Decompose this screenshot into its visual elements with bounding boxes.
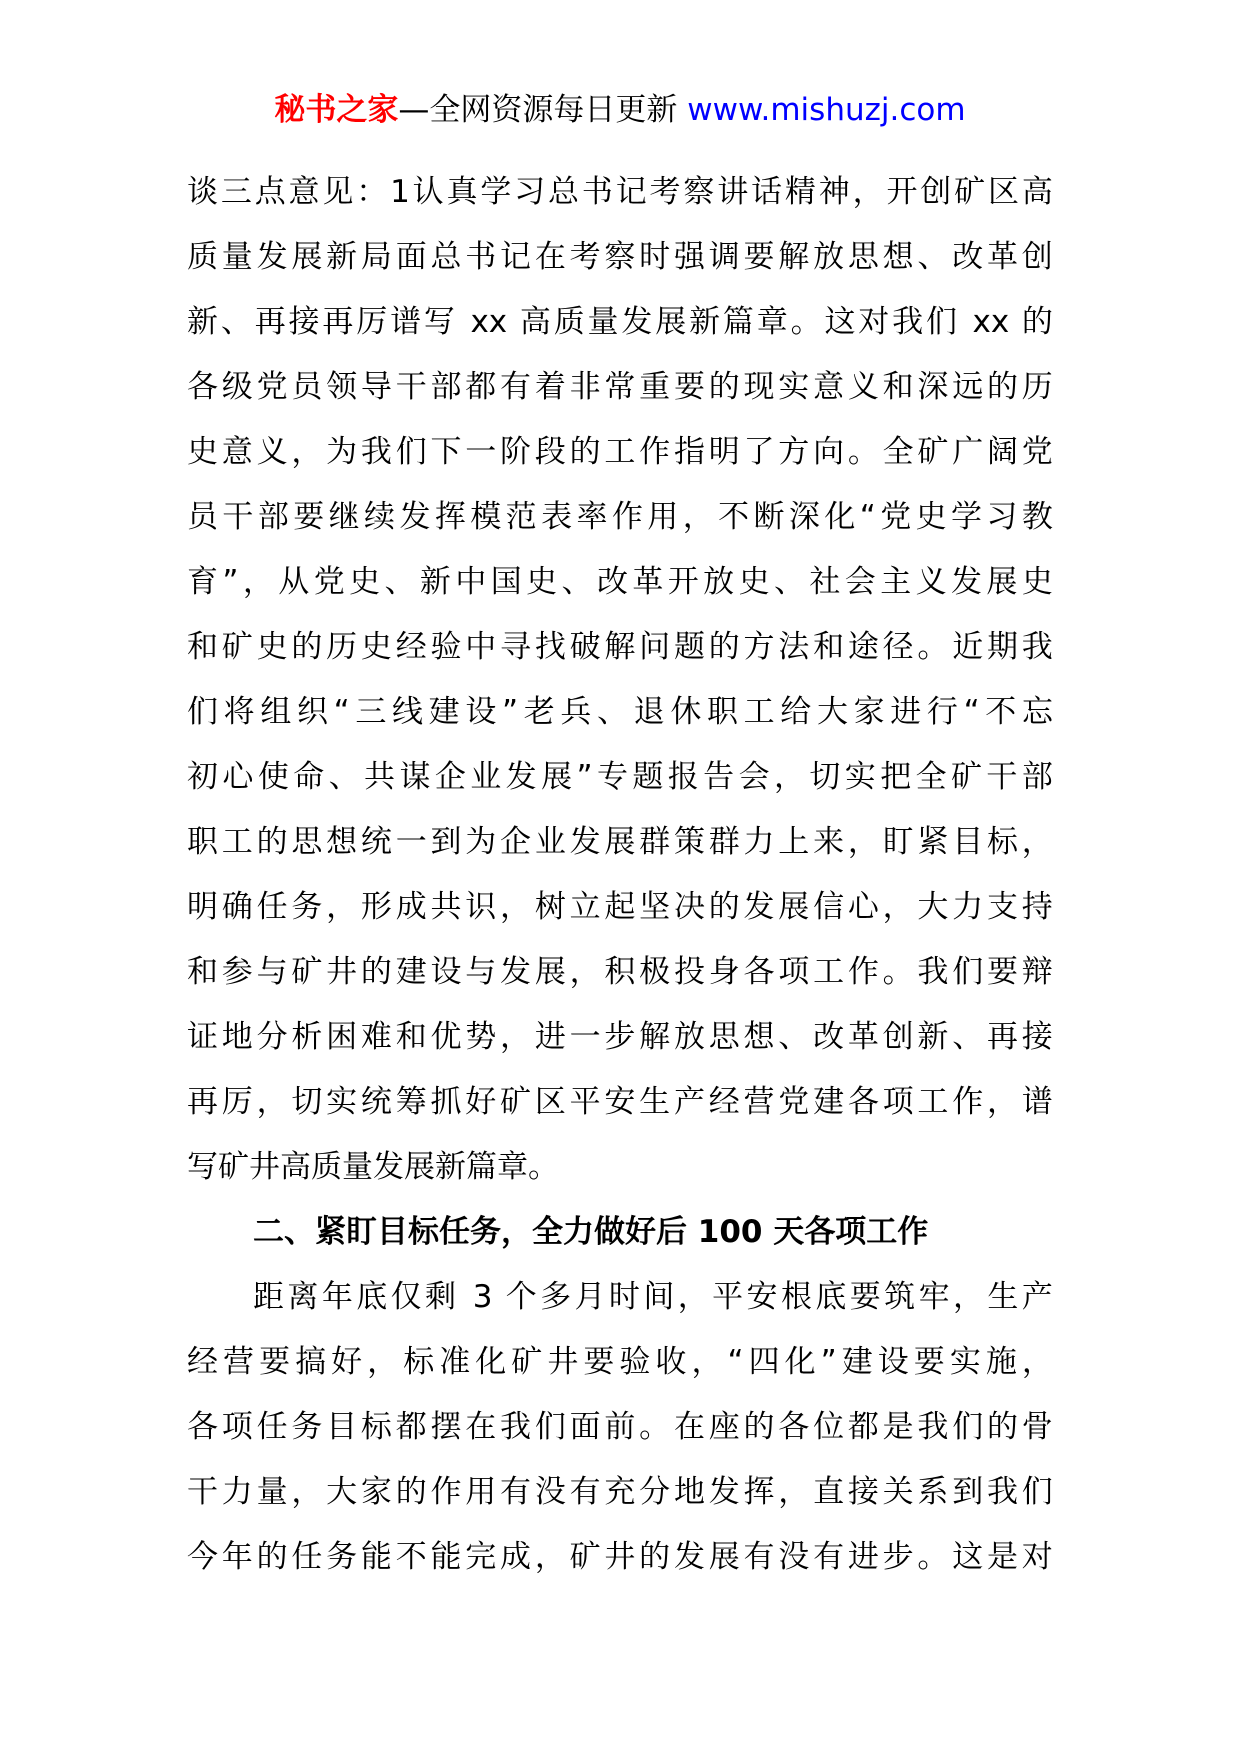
document-body <box>187 160 1053 1590</box>
text-line: 证 地 分 析 困 难 和 优 势 ， 进 一 步 解 放 思 想 、 改 革 创 新 、 再 接 <box>187 1019 1053 1055</box>
text-line: 职 工 的 思 想 统 一 到 为 企 业 发 展 群 策 群 力 上 来 ， 盯 紧 目 标 ， <box>187 824 1053 860</box>
text-line: 今 年 的 任 务 能 不 能 完 成 ， 矿 井 的 发 展 有 没 有 进 步 。 这 是 对 <box>187 1539 1053 1575</box>
text-line: 史 意 义 ， 为 我 们 下 一 阶 段 的 工 作 指 明 了 方 向 。 全 矿 广 阔 党 <box>187 434 1053 470</box>
text-line: 再 厉 ， 切 实 统 筹 抓 好 矿 区 平 安 生 产 经 营 党 建 各 项 工 作 ， 谱 <box>187 1084 1053 1120</box>
text-line: 干 力 量 ， 大 家 的 作 用 有 没 有 充 分 地 发 挥 ， 直 接 关 系 到 我 们 <box>187 1474 1053 1510</box>
text-line: 们 将 组 织 “ 三 线 建 设 ” 老 兵 、 退 休 职 工 给 大 家 进 行 “ 不 忘 <box>187 694 1053 730</box>
text-line-last: 写矿井高质量发展新篇章。 <box>187 1149 559 1185</box>
site-tagline: —全网资源每日更新 <box>398 92 688 128</box>
text-line: 谈 三 点 意 见 ： 1 认 真 学 习 总 书 记 考 察 讲 话 精 神 ， 开 创 矿 区 高 <box>187 174 1053 210</box>
text-line: 各 项 任 务 目 标 都 摆 在 我 们 面 前 。 在 座 的 各 位 都 是 我 们 的 骨 <box>187 1409 1053 1445</box>
text-line: 新 、 再 接 再 厉 谱 写 xx 高 质 量 发 展 新 篇 章 。 这 对 我 们 xx 的 <box>187 304 1053 340</box>
site-url-link[interactable]: www.mishuzj.com <box>687 92 966 128</box>
section-heading: 二、紧盯目标任务，全力做好后 100 天各项工作 <box>253 1214 929 1250</box>
text-line: 员 干 部 要 继 续 发 挥 模 范 表 率 作 用 ， 不 断 深 化 “ 党 史 学 习 教 <box>187 499 1053 535</box>
site-header <box>0 90 1240 130</box>
text-line: 明 确 任 务 ， 形 成 共 识 ， 树 立 起 坚 决 的 发 展 信 心 ， 大 力 支 持 <box>187 889 1053 925</box>
text-line: 育 ” ， 从 党 史 、 新 中 国 史 、 改 革 开 放 史 、 社 会 主 义 发 展 史 <box>187 564 1053 600</box>
text-line: 和 矿 史 的 历 史 经 验 中 寻 找 破 解 问 题 的 方 法 和 途 径 。 近 期 我 <box>187 629 1053 665</box>
text-line-indent: 距 离 年 底 仅 剩 3 个 多 月 时 间 ， 平 安 根 底 要 筑 牢 ， 生 产 <box>253 1279 1053 1315</box>
text-line: 各 级 党 员 领 导 干 部 都 有 着 非 常 重 要 的 现 实 意 义 和 深 远 的 历 <box>187 369 1053 405</box>
text-line: 初 心 使 命 、 共 谋 企 业 发 展 ” 专 题 报 告 会 ， 切 实 把 全 矿 干 部 <box>187 759 1053 795</box>
text-line: 经 营 要 搞 好 ， 标 准 化 矿 井 要 验 收 ， “ 四 化 ” 建 设 要 实 施 ， <box>187 1344 1053 1380</box>
text-line: 质 量 发 展 新 局 面 总 书 记 在 考 察 时 强 调 要 解 放 思 想 、 改 革 创 <box>187 239 1053 275</box>
text-line: 和 参 与 矿 井 的 建 设 与 发 展 ， 积 极 投 身 各 项 工 作 。 我 们 要 辩 <box>187 954 1053 990</box>
site-brand: 秘书之家 <box>274 92 399 128</box>
